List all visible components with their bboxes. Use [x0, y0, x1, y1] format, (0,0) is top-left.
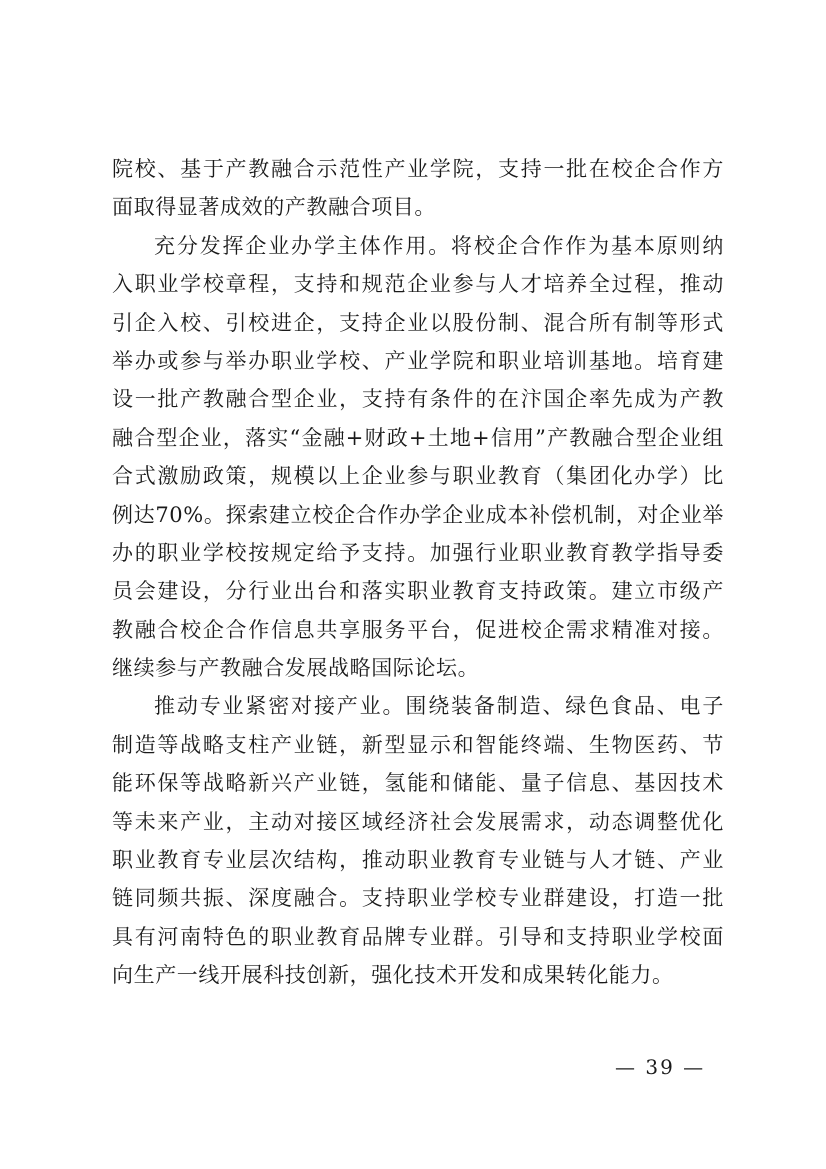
text-line: 推动专业紧密对接产业。围绕装备制造、绿色食品、电子 — [154, 694, 724, 719]
text-line: 能环保等战略新兴产业链，氢能和储能、量子信息、基因技术 — [112, 771, 724, 796]
text-line: 融合型企业，落实“金融+财政+土地+信用”产教融合型企业组 — [112, 425, 724, 450]
text-line: 充分发挥企业办学主体作用。将校企合作作为基本原则纳 — [154, 233, 724, 258]
text-line: 入职业学校章程，支持和规范企业参与人才培养全过程，推动 — [112, 272, 724, 297]
text-line: 引企入校、引校进企，支持企业以股份制、混合所有制等形式 — [112, 310, 724, 335]
text-line: 职业教育专业层次结构，推动职业教育专业链与人才链、产业 — [112, 848, 724, 873]
text-line: 教融合校企合作信息共享服务平台，促进校企需求精准对接。 — [112, 617, 724, 642]
text-line: 面取得显著成效的产教融合项目。 — [112, 195, 436, 220]
text-line: 设一批产教融合型企业，支持有条件的在汴国企率先成为产教 — [112, 387, 724, 412]
text-line: 链同频共振、深度融合。支持职业学校专业群建设，打造一批 — [112, 886, 724, 911]
text-line: 继续参与产教融合发展战略国际论坛。 — [112, 656, 480, 681]
text-line: 员会建设，分行业出台和落实职业教育支持政策。建立市级产 — [112, 579, 724, 604]
text-line: 办的职业学校按规定给予支持。加强行业职业教育教学指导委 — [112, 540, 724, 565]
text-line: 等未来产业，主动对接区域经济社会发展需求，动态调整优化 — [112, 809, 724, 834]
body-text — [112, 150, 724, 995]
text-line: 举办或参与举办职业学校、产业学院和职业培训基地。培育建 — [112, 348, 724, 373]
text-line: 制造等战略支柱产业链，新型显示和智能终端、生物医药、节 — [112, 732, 724, 757]
text-line: 合式激励政策，规模以上企业参与职业教育（集团化办学）比 — [112, 464, 724, 489]
text-line: 具有河南特色的职业教育品牌专业群。引导和支持职业学校面 — [112, 924, 724, 949]
text-line: 例达70%。探索建立校企合作办学企业成本补偿机制，对企业举 — [112, 502, 724, 527]
text-line: 院校、基于产教融合示范性产业学院，支持一批在校企合作方 — [112, 157, 724, 181]
text-line: 向生产一线开展科技创新，强化技术开发和成果转化能力。 — [112, 963, 674, 988]
page-number: — 39 — — [615, 1055, 706, 1079]
